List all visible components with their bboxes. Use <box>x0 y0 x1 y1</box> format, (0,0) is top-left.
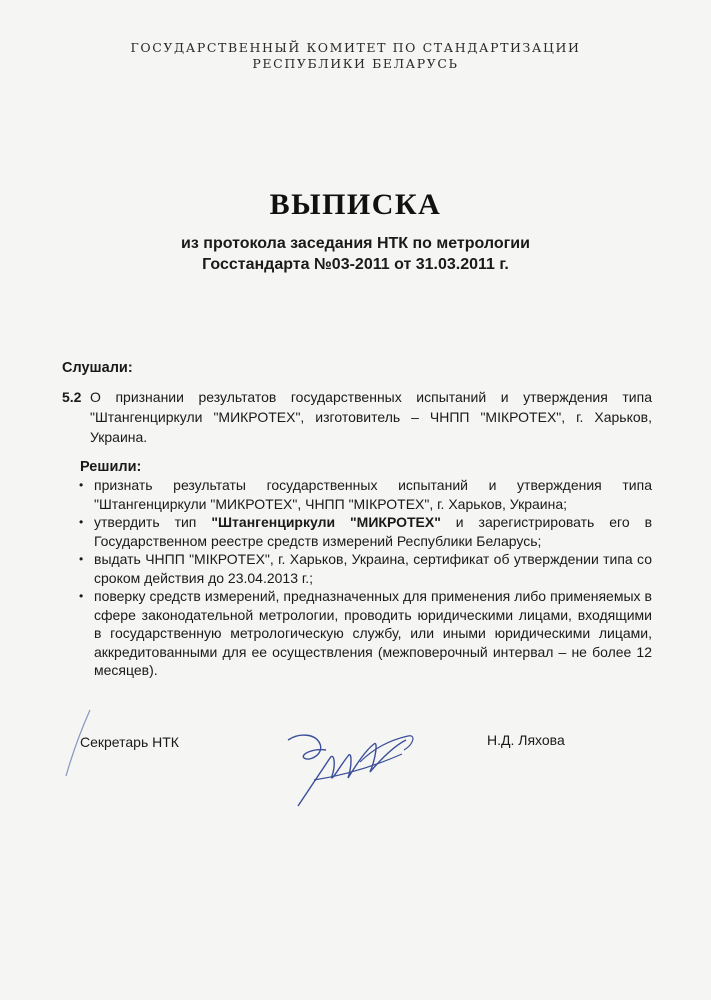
bullet-icon: • <box>79 552 84 566</box>
issuer-line-1: ГОСУДАРСТВЕННЫЙ КОМИТЕТ ПО СТАНДАРТИЗАЦИИ <box>130 40 581 55</box>
subtitle-line-1: из протокола заседания НТК по метрологии <box>181 235 530 252</box>
decision-text: выдать ЧНПП "МIКРОТЕХ", г. Харьков, Украина, сертификат об утверждении типа со сроком действия до 23.04.2013 г.; <box>94 551 652 586</box>
subtitle-line-2: Госстандарта №03-2011 от 31.03.2011 г. <box>202 256 509 273</box>
document-subtitle <box>0 233 711 275</box>
decided-label: Решили: <box>80 459 142 475</box>
bullet-icon: • <box>79 515 84 529</box>
decision-text: утвердить тип <box>94 514 212 530</box>
decision-text-cont: и зарегистрировать его в Государственном реестре средств измерений Республики Беларусь; <box>94 514 653 549</box>
bullet-icon: • <box>79 478 84 492</box>
issuer-line-2: РЕСПУБЛИКИ БЕЛАРУСЬ <box>252 56 459 71</box>
issuer-header <box>0 40 711 72</box>
signatory-name: Н.Д. Ляхова <box>487 732 565 748</box>
agenda-item-number: 5.2 <box>62 389 82 405</box>
decision-text: признать результаты государственных испытаний и утверждения типа "Штангенциркули "МИКРОТЕХ", ЧНПП "МIКРОТЕХ", г. Харьков, Украина; <box>94 477 652 512</box>
decision-list <box>78 476 652 680</box>
document-title: ВЫПИСКА <box>269 188 442 221</box>
agenda-item <box>62 387 652 447</box>
decision-text: поверку средств измерений, предназначенных для применения либо применяемых в сфере законодательной метрологии, проводить юридическими лицами, входящими в государственную метрологическую службу, или иными юридическими лицами, аккредитованными для ее осуществления (межповерочный интервал – не более 12 месяцев). <box>94 588 652 678</box>
decision-item <box>78 513 652 550</box>
agenda-item-text: О признании результатов государственных испытаний и утверждения типа "Штангенциркули "МИКРОТЕХ", изготовитель – ЧНПП "МIКРОТЕХ", г. Харьков, Украина. <box>90 389 652 445</box>
decision-item <box>78 476 652 513</box>
signatory-position: Секретарь НТК <box>80 734 179 750</box>
decision-item <box>78 587 652 680</box>
heard-label: Слушали: <box>62 360 133 376</box>
handwritten-signature <box>270 718 420 813</box>
bullet-icon: • <box>79 589 84 603</box>
decision-item <box>78 550 652 587</box>
decision-bold-text: "Штангенциркули "МИКРОТЕХ" <box>211 514 441 530</box>
